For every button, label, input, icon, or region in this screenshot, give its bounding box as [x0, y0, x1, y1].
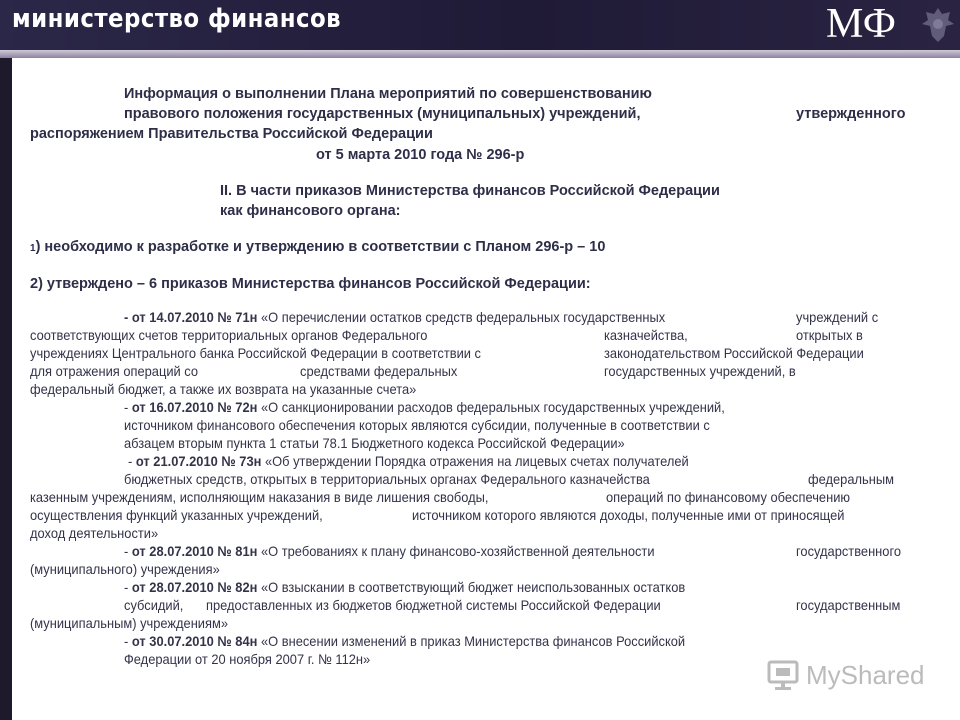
order-71n-line-5: федеральный бюджет, а также их возврата на указанные счета»: [30, 381, 417, 397]
heading-line-2: правового положения государственных (муниципальных) учреждений,: [124, 106, 641, 122]
order-82n-dash: -: [124, 579, 129, 595]
order-82n-line-2b: предоставленных из бюджетов бюджетной системы Российской Федерации: [206, 597, 661, 613]
heading-line-3: распоряжением Правительства Российской Федерации: [30, 126, 433, 142]
order-71n-line-1b: учреждений с: [796, 309, 879, 325]
header-stripe: [0, 50, 960, 58]
watermark-text: MyShared: [806, 660, 925, 690]
order-71n-line-2a: соответствующих счетов территориальных органов Федерального: [30, 327, 428, 343]
order-84n-line-1: «О внесении изменений в приказ Министерства финансов Российской: [260, 633, 686, 649]
order-84n-dash: -: [124, 633, 129, 649]
mf-logo: [826, 3, 918, 45]
order-72n-line-2: источником финансового обеспечения которых являются субсидии, полученные в соответствии с: [124, 417, 710, 433]
eagle-emblem-icon: [918, 4, 958, 46]
order-73n-line-2b: федеральным: [808, 471, 894, 487]
order-82n-date: от 28.07.2010 № 82н: [131, 579, 258, 595]
item-2-text: 2) утверждено – 6 приказов Министерства финансов Российской Федерации:: [30, 276, 591, 292]
left-border: [0, 58, 12, 720]
item-1-text: ) необходимо к разработке и утверждению в соответствии с Планом 296-р – 10: [35, 239, 606, 255]
logo-text: МФ: [826, 1, 896, 47]
presentation-icon: [766, 658, 800, 692]
order-71n-line-4c: государственных учреждений, в: [604, 363, 796, 379]
order-82n-line-2c: государственным: [796, 597, 901, 613]
order-73n-line-4b: источником которого являются доходы, полученные ими от приносящей: [412, 507, 845, 523]
order-82n-line-1: «О взыскании в соответствующий бюджет неиспользованных остатков: [260, 579, 686, 595]
order-81n-line-1b: государственного: [796, 543, 902, 559]
order-71n-line-4b: средствами федеральных: [300, 363, 458, 379]
section-title-1: II. В части приказов Министерства финансов Российской Федерации: [220, 183, 720, 199]
myshared-watermark: [766, 656, 936, 696]
header-bar: [0, 0, 960, 50]
order-72n-dash: -: [124, 399, 129, 415]
order-73n-line-3a: казенным учреждениям, исполняющим наказания в виде лишения свободы,: [30, 489, 489, 505]
order-73n-date: от 21.07.2010 № 73н: [135, 453, 262, 469]
order-84n-date: от 30.07.2010 № 84н: [131, 633, 258, 649]
heading-line-4: от 5 марта 2010 года № 296-р: [316, 147, 525, 163]
order-71n-line-1: «О перечислении остатков средств федеральных государственных: [260, 309, 666, 325]
order-73n-line-1: «Об утверждении Порядка отражения на лицевых счетах получателей: [264, 453, 689, 469]
order-73n-line-4a: осуществления функций указанных учреждений,: [30, 507, 323, 523]
item-1-number: 1: [30, 243, 36, 254]
order-71n-line-4a: для отражения операций со: [30, 363, 199, 379]
order-84n-line-2: Федерации от 20 ноября 2007 г. № 112н»: [124, 651, 371, 667]
order-71n-line-3a: учреждениях Центрального банка Российской Федерации в соответствии с: [30, 345, 482, 361]
order-81n-line-2: (муниципального) учреждения»: [30, 561, 220, 577]
order-73n-dash: -: [128, 453, 133, 469]
order-73n-line-3b: операций по финансовому обеспечению: [606, 489, 851, 505]
order-81n-dash: -: [124, 543, 129, 559]
order-81n-date: от 28.07.2010 № 81н: [131, 543, 258, 559]
order-72n-date: от 16.07.2010 № 72н: [131, 399, 258, 415]
order-73n-line-5: доход деятельности»: [30, 525, 159, 541]
order-81n-line-1: «О требованиях к плану финансово-хозяйственной деятельности: [260, 543, 655, 559]
heading-line-1: Информация о выполнении Плана мероприятий по совершенствованию: [124, 86, 652, 102]
ministry-title: министерство финансов: [12, 4, 342, 34]
order-82n-line-2a: субсидий,: [124, 597, 184, 613]
order-72n-line-1: «О санкционировании расходов федеральных государственных учреждений,: [260, 399, 725, 415]
section-title-2: как финансового органа:: [220, 203, 401, 219]
order-73n-line-2a: бюджетных средств, открытых в территориальных органах Федерального казначейства: [124, 471, 650, 487]
heading-line-2b: утвержденного: [796, 106, 906, 122]
order-71n-date: - от 14.07.2010 № 71н: [124, 309, 258, 325]
order-71n-line-2b: казначейства,: [604, 327, 688, 343]
order-72n-line-3: абзацем вторым пункта 1 статьи 78.1 Бюджетного кодекса Российской Федерации»: [124, 435, 625, 451]
order-71n-line-2c: открытых в: [796, 327, 863, 343]
order-71n-line-3b: законодательством Российской Федерации: [604, 345, 864, 361]
order-82n-line-3: (муниципальным) учреждениям»: [30, 615, 229, 631]
